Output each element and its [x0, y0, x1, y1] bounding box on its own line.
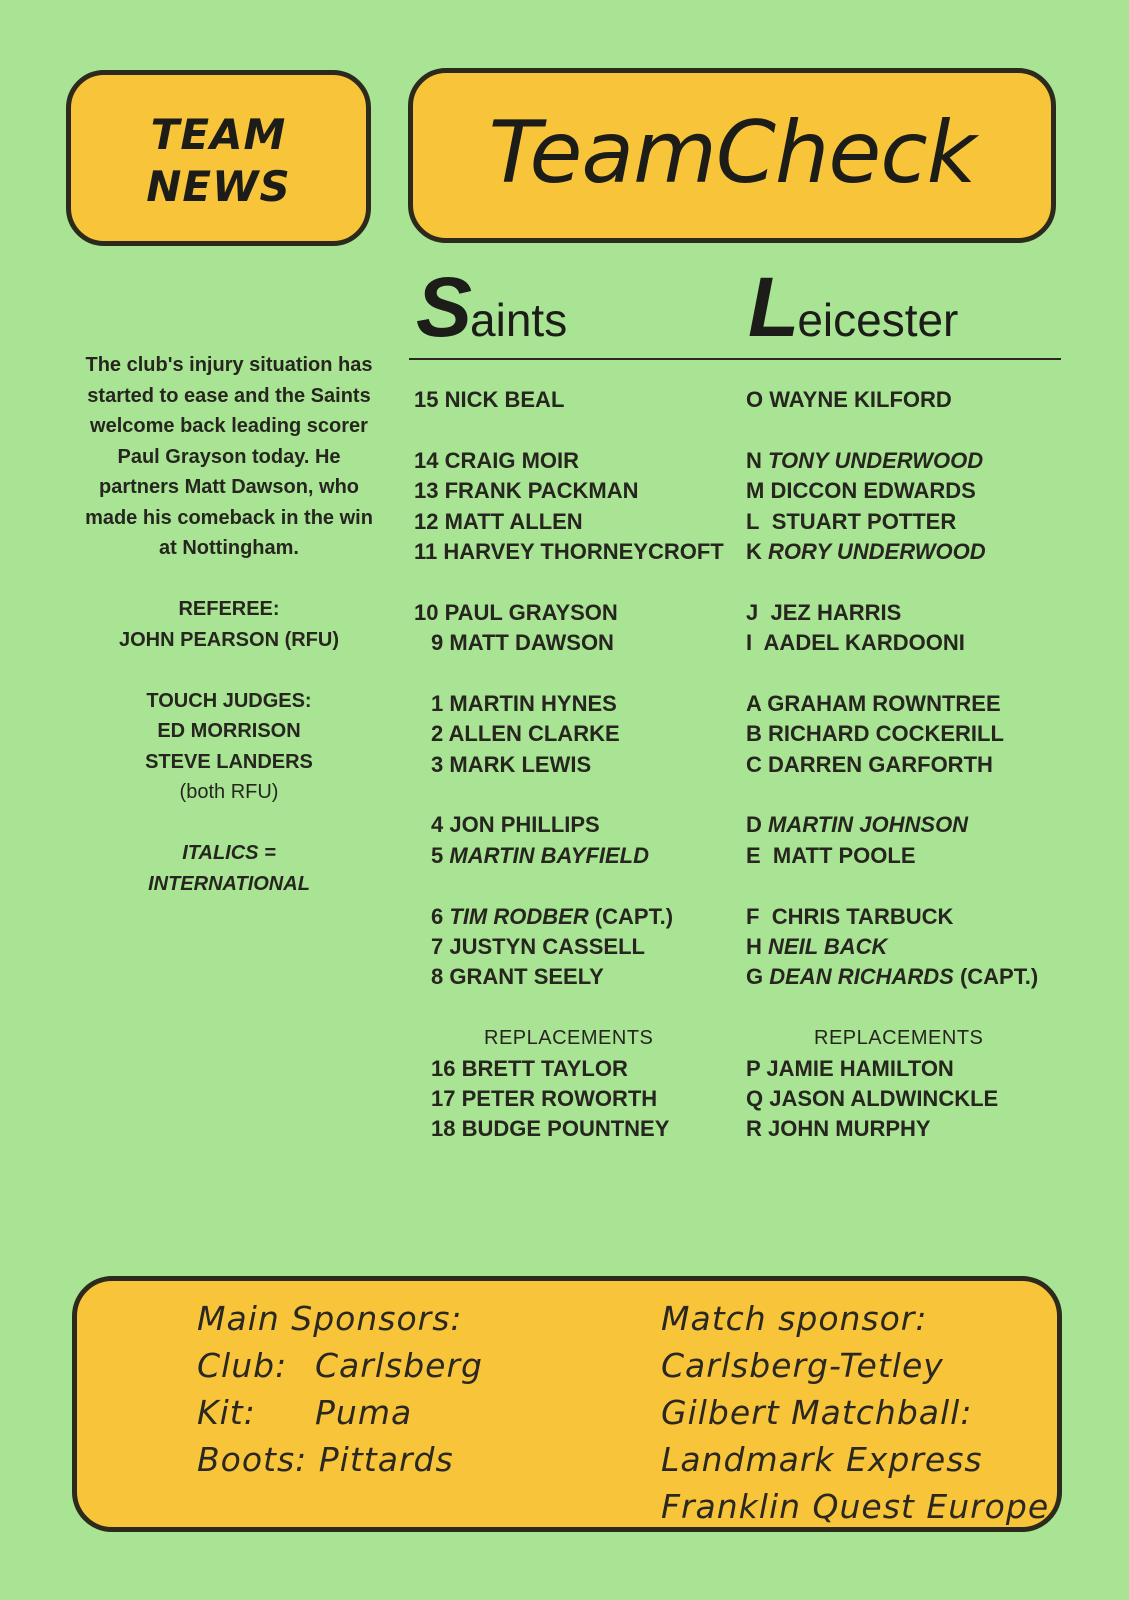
roster-row: 10 PAUL GRAYSON — [414, 599, 618, 625]
match-sponsor-label: Match sponsor: — [661, 1299, 928, 1338]
roster-row: 17 PETER ROWORTH — [431, 1085, 658, 1111]
roster-row: 12 MATT ALLEN — [414, 508, 583, 534]
roster-row: A GRAHAM ROWNTREE — [746, 690, 1001, 716]
roster-row: Q JASON ALDWINCKLE — [746, 1085, 999, 1111]
roster-row: 9 MATT DAWSON — [431, 630, 614, 656]
roster-row: K RORY UNDERWOOD — [746, 538, 986, 564]
sponsors-box — [72, 1276, 1062, 1532]
roster-row: 1 MARTIN HYNES — [431, 690, 617, 716]
roster-row: R JOHN MURPHY — [746, 1116, 931, 1142]
club-sponsor: Club: Carlsberg — [197, 1346, 483, 1385]
roster-row: M DICCON EDWARDS — [746, 478, 976, 504]
team-news-title: TEAM NEWS — [146, 110, 291, 211]
team-news-sidebar — [84, 350, 374, 930]
roster-row: F CHRIS TARBUCK — [746, 903, 954, 929]
roster-row: D MARTIN JOHNSON — [746, 812, 969, 838]
roster-row: 13 FRANK PACKMAN — [414, 478, 639, 504]
kit-sponsor: Kit: Puma — [197, 1393, 413, 1432]
roster-row: 5 MARTIN BAYFIELD — [431, 842, 649, 868]
matchball-sponsor-2: Franklin Quest Europe — [661, 1487, 1050, 1526]
replacements-heading: REPLACEMENTS — [814, 1027, 984, 1050]
saints-heading: Saints — [416, 260, 568, 354]
heading-divider — [409, 358, 1061, 360]
roster-row: 18 BUDGE POUNTNEY — [431, 1116, 670, 1142]
roster-row: 3 MARK LEWIS — [431, 751, 592, 777]
match-sponsors — [661, 1295, 1049, 1530]
roster-row: 4 JON PHILLIPS — [431, 812, 600, 838]
boots-sponsor: Boots: Pittards — [197, 1440, 454, 1479]
roster-row: L STUART POTTER — [746, 508, 957, 534]
leicester-roster — [746, 385, 1038, 1145]
roster-row: P JAMIE HAMILTON — [746, 1055, 954, 1081]
touch-judges-block: TOUCH JUDGES: ED MORRISON STEVE LANDERS (both RFU) — [145, 689, 313, 803]
roster-row: C DARREN GARFORTH — [746, 751, 993, 777]
roster-row: 7 JUSTYN CASSELL — [431, 934, 645, 960]
roster-row: J JEZ HARRIS — [746, 599, 902, 625]
team-news-box — [66, 70, 371, 246]
teamcheck-box — [408, 68, 1056, 243]
roster-row: B RICHARD COCKERILL — [746, 721, 1004, 747]
roster-row: E MATT POOLE — [746, 842, 916, 868]
main-sponsors-label: Main Sponsors: — [197, 1299, 463, 1338]
roster-row: H NEIL BACK — [746, 934, 888, 960]
roster-row: 6 TIM RODBER (CAPT.) — [431, 903, 674, 929]
roster-row: 15 NICK BEAL — [414, 387, 565, 412]
italics-note: ITALICS = INTERNATIONAL — [148, 842, 310, 895]
saints-roster — [414, 385, 724, 1145]
replacements-heading: REPLACEMENTS — [484, 1027, 654, 1050]
match-sponsor-value: Carlsberg-Tetley — [661, 1346, 944, 1385]
referee-block: REFEREE: JOHN PEARSON (RFU) — [118, 598, 339, 651]
roster-row: G DEAN RICHARDS (CAPT.) — [746, 964, 1039, 990]
roster-row: 2 ALLEN CLARKE — [431, 721, 620, 747]
main-sponsors — [197, 1295, 483, 1483]
leicester-heading: Leicester — [748, 260, 959, 354]
roster-row: N TONY UNDERWOOD — [746, 447, 984, 473]
matchball-sponsor-1: Landmark Express — [661, 1440, 983, 1479]
roster-row: 16 BRETT TAYLOR — [431, 1055, 628, 1081]
roster-row: 8 GRANT SEELY — [431, 964, 604, 990]
injury-paragraph: The club's injury situation has started to ease and the Saints welcome back leading scorer Paul Grayson today. He partners Matt Dawson, who made his comeback in the win at Nottingham. — [85, 354, 373, 559]
matchball-label: Gilbert Matchball: — [661, 1393, 973, 1432]
roster-row: I AADEL KARDOONI — [746, 630, 965, 656]
roster-row: O WAYNE KILFORD — [746, 387, 952, 412]
roster-row: 14 CRAIG MOIR — [414, 447, 580, 473]
teamcheck-title: TeamCheck — [488, 103, 976, 203]
roster-row: 11 HARVEY THORNEYCROFT — [414, 538, 724, 564]
